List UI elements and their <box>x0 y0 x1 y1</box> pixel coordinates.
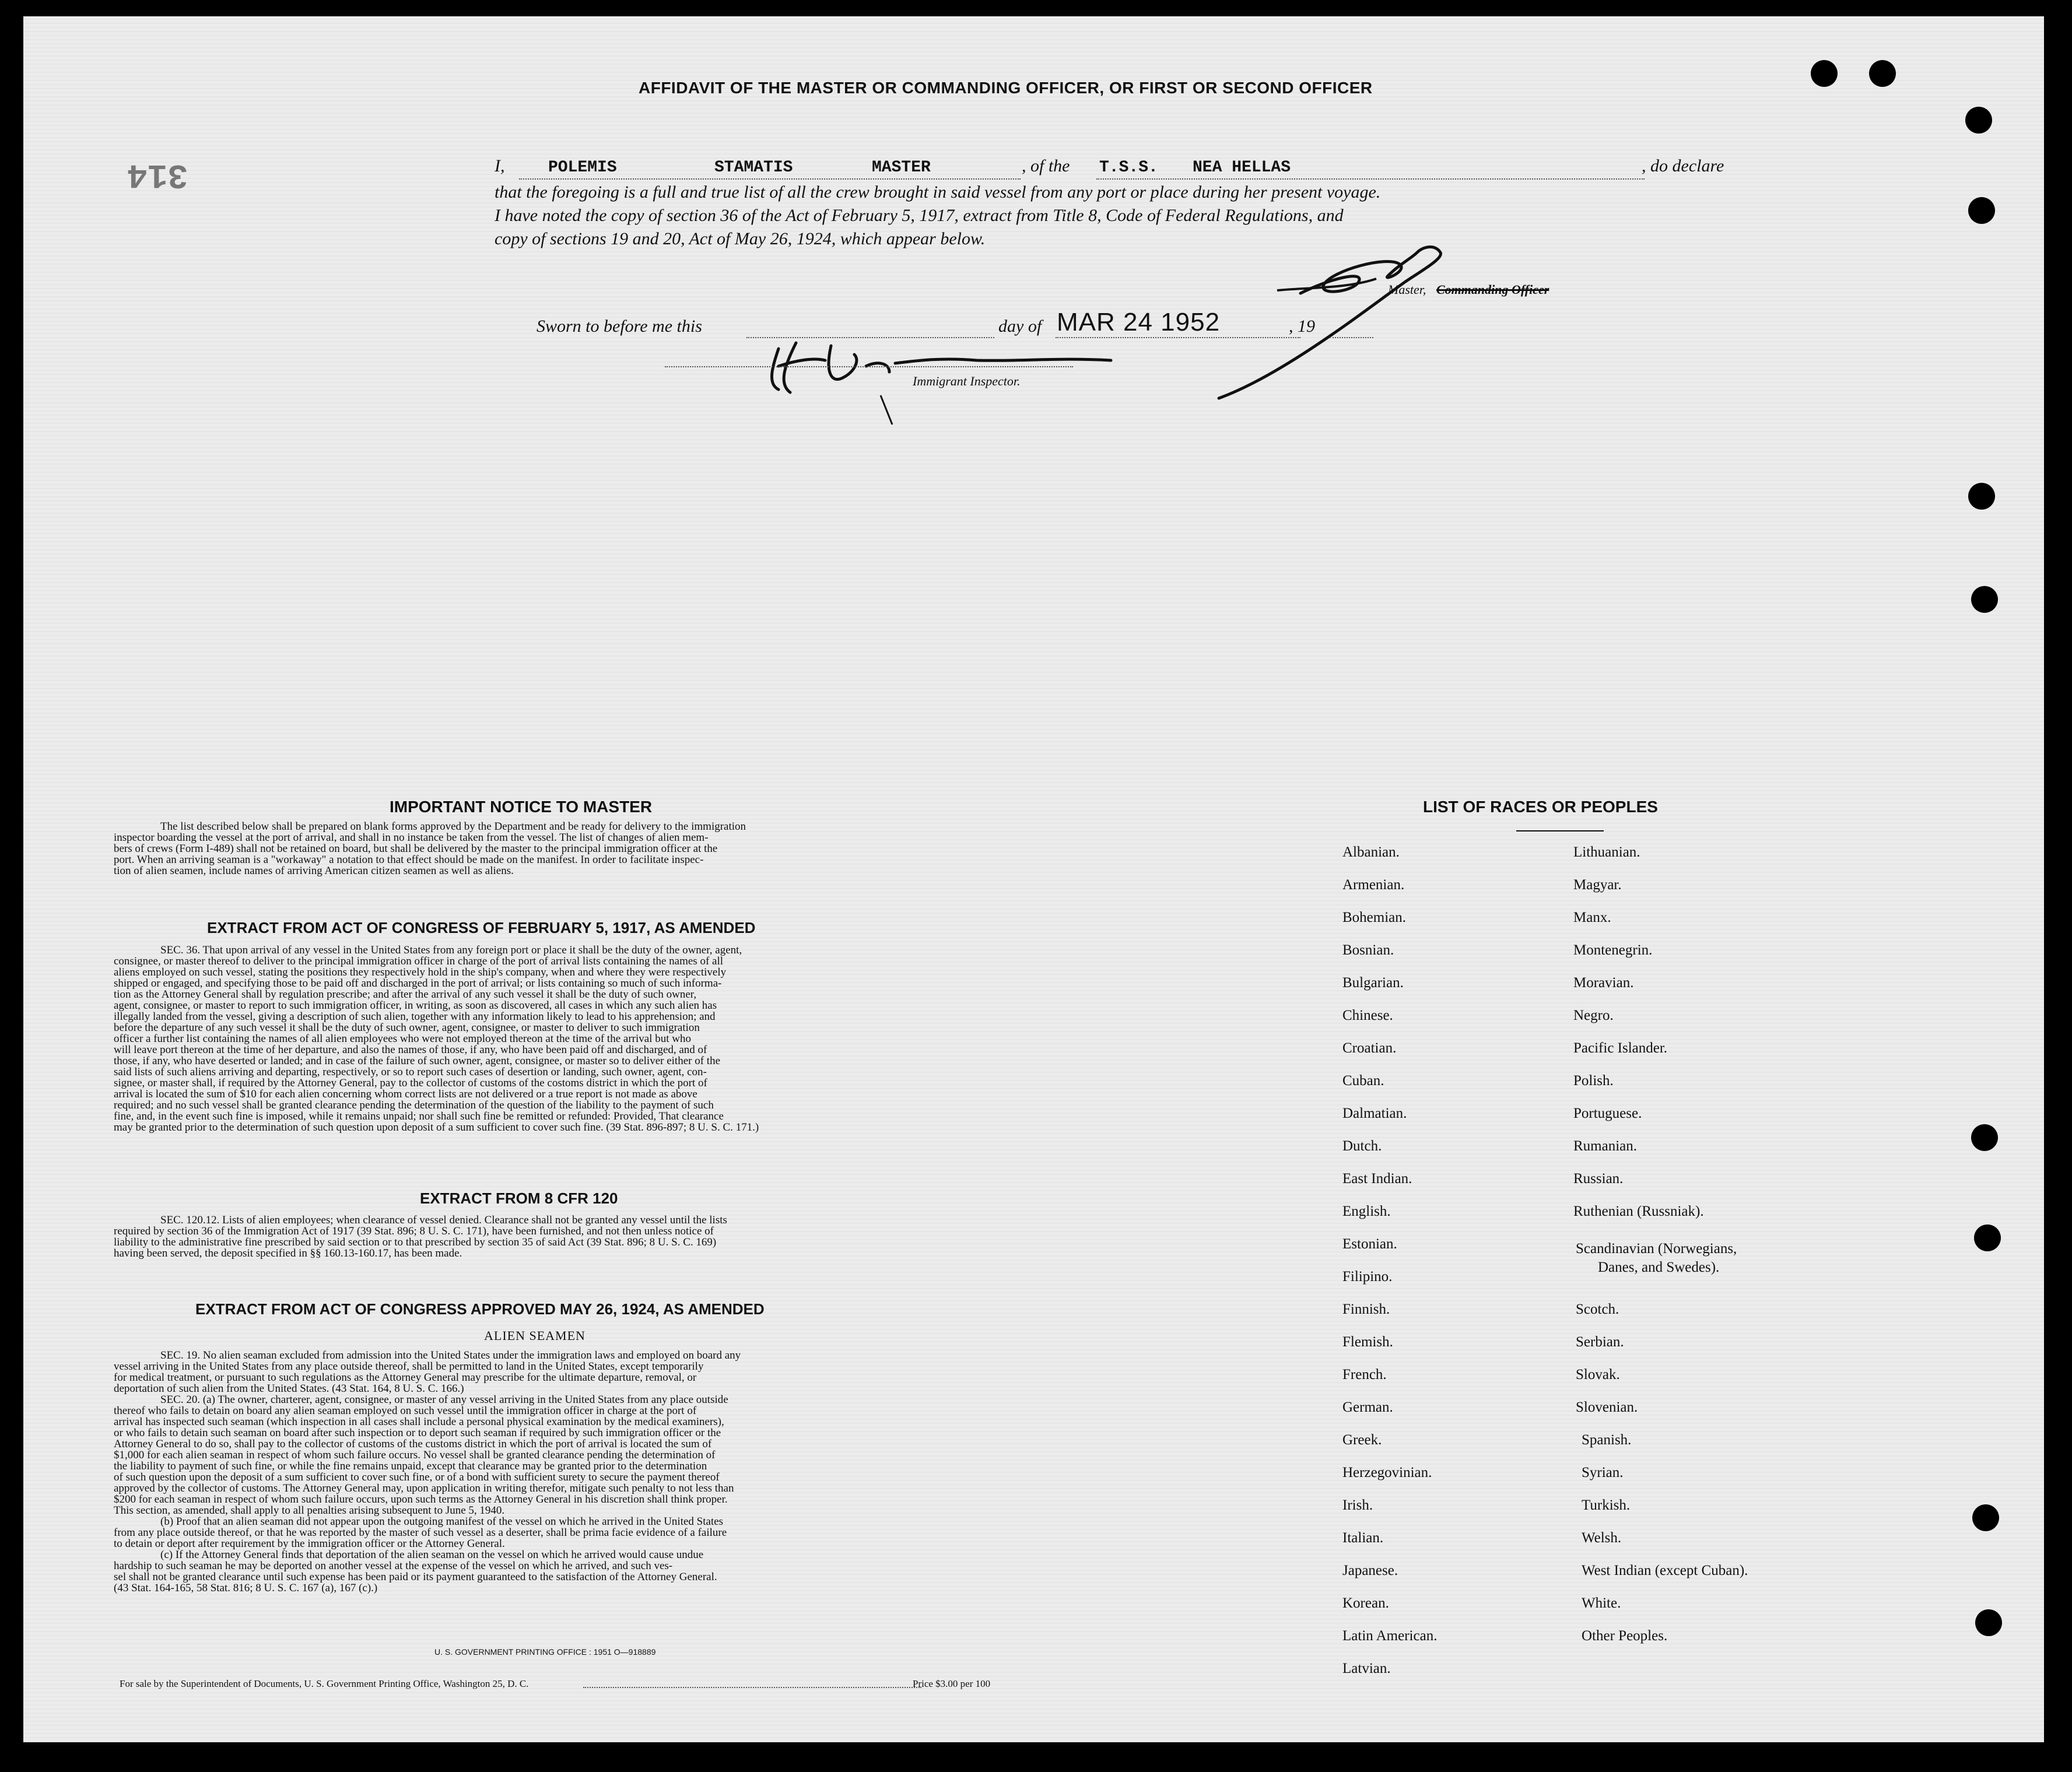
extract-1917-line: arrival is located the sum of $10 for each alien concerning whom correct lists are not delivered or a true report is not made as above <box>114 1088 697 1100</box>
notice-line: port. When an arriving seaman is a "workaway" a notation to that effect should be made on the manifest. In order to facilitate inspec- <box>114 854 704 866</box>
extract-cfr-line: liability to the administrative fine prescribed by said section or to that prescribed by section 35 of said Act (39 Stat. 896; 8 U. S. C. 169) <box>114 1236 717 1248</box>
extract-1917-line: before the departure of any such vessel it shall be the duty of such owner, agent, consignee, or master to deliver to such immigration <box>114 1022 700 1034</box>
extract-1924-line: SEC. 20. (a) The owner, charterer, agent, consignee, or master of any vessel arriving in the United States from any place outside <box>160 1394 728 1406</box>
race-right: Rumanian. <box>1573 1138 1638 1154</box>
race-right: Lithuanian. <box>1573 844 1640 860</box>
race-right: Serbian. <box>1576 1334 1624 1350</box>
extract-1917-line: agent, consignee, or master to report to such immigration officer, in writing, as soon as discovered, all cases in which any such alien has <box>114 999 717 1012</box>
extract-1924-line: (b) Proof that an alien seaman did not appear upon the outgoing manifest of the vessel on which he arrived in the United States <box>160 1515 724 1528</box>
date-stamp: MAR 24 1952 <box>1057 308 1221 336</box>
master-signature <box>1213 223 1516 404</box>
inspector-label: Immigrant Inspector. <box>913 374 1021 388</box>
extract-1917-line: tion as the Attorney General shall by regulation prescribe; and after the arrival of any such vessel it shall be the duty of such owner, <box>114 988 697 1001</box>
extract-1917-line: SEC. 36. That upon arrival of any vessel in the United States from any foreign port or place it shall be the duty of the owner, agent, <box>160 944 742 956</box>
master-label: Master, <box>1388 282 1426 297</box>
race-right: Manx. <box>1573 910 1611 925</box>
extract-1924-line: hardship to such seaman he may be deported on another vessel at the expense of the vessel on which he arrived, and such ves- <box>114 1560 673 1572</box>
master-second-name: STAMATIS <box>714 159 793 177</box>
race-left: Bulgarian. <box>1342 975 1404 991</box>
race-right: Danes, and Swedes). <box>1598 1259 1720 1275</box>
extract-1924-line: (c) If the Attorney General finds that deportation of the alien seaman on the vessel on which he arrived would cause undue <box>160 1549 704 1561</box>
race-left: Italian. <box>1342 1530 1384 1546</box>
race-right: Russian. <box>1573 1171 1624 1187</box>
affidavit-line3: I have noted the copy of section 36 of the Act of February 5, 1917, extract from Title 8, Code of Federal Regulations, and <box>495 206 1344 225</box>
extract-1917-line: aliens employed on such vessel, stating the positions they respectively hold in the ship's company, when and where they were respectively <box>114 966 727 978</box>
vessel-fill-line <box>1096 178 1645 180</box>
race-right: Ruthenian (Russniak). <box>1573 1203 1704 1219</box>
vessel-prefix: T.S.S. <box>1099 159 1158 177</box>
affidavit-line2: that the foregoing is a full and true list of all the crew brought in said vessel from any port or place during her present voyage. <box>495 183 1381 202</box>
day-of-label: day of <box>998 317 1042 336</box>
race-right: Other Peoples. <box>1582 1628 1668 1644</box>
race-left: Estonian. <box>1342 1236 1397 1252</box>
race-right: Pacific Islander. <box>1573 1040 1668 1056</box>
race-right: Syrian. <box>1582 1465 1624 1480</box>
extract-1917-line: those, if any, who have deserted or landed; and in case of the failure of such owner, agent, consignee, or master so to deliver either of the <box>114 1055 720 1067</box>
extract-1924-line: Attorney General to do so, shall pay to the collector of customs of the customs district in which the port of arrival is located the sum of <box>114 1438 712 1450</box>
race-left: Herzegovinian. <box>1342 1465 1432 1480</box>
extract-1924-subheading: ALIEN SEAMEN <box>484 1328 586 1343</box>
extract-1924-line: to detain or deport after requirement by the immigration officer or the Attorney General. <box>114 1538 505 1550</box>
extract-cfr-line: required by section 36 of the Immigration Act of 1917 (39 Stat. 896; 8 U. S. C. 171), have been furnished, and not then unless notice of <box>114 1225 714 1237</box>
race-right: Turkish. <box>1582 1497 1631 1513</box>
race-left: English. <box>1342 1203 1391 1219</box>
race-left: Flemish. <box>1342 1334 1393 1350</box>
race-right: Moravian. <box>1573 975 1634 991</box>
race-right: Portuguese. <box>1573 1106 1642 1121</box>
affidavit-line1-prefix: I, <box>495 156 505 176</box>
race-left: Irish. <box>1342 1497 1373 1513</box>
punch-hole <box>1971 586 1998 613</box>
extract-1924-heading: EXTRACT FROM ACT OF CONGRESS APPROVED MAY 26, 1924, AS AMENDED <box>195 1300 765 1318</box>
extract-1924-line: for medical treatment, or pursuant to such regulations as the Attorney General may prescribe for the ultimate departure, removal, or <box>114 1371 697 1384</box>
race-left: Filipino. <box>1342 1269 1393 1285</box>
race-left: Latvian. <box>1342 1661 1391 1676</box>
extract-1924-line: $1,000 for each alien seaman in respect of whom such failure occurs. No vessel shall be granted clearance pending the determination of <box>114 1449 716 1461</box>
race-right: Slovak. <box>1576 1367 1620 1382</box>
extract-1917-line: may be granted prior to the determination of such question upon deposit of a sum sufficient to cover such fine. (39 Stat. 896-897; 8 U. S. C. 171.) <box>114 1121 759 1134</box>
race-left: Armenian. <box>1342 877 1405 893</box>
extract-cfr-line: having been served, the deposit specified in §§ 160.13-160.17, has been made. <box>114 1247 462 1259</box>
extract-1917-line: illegally landed from the vessel, giving a description of such alien, together with any information likely to lead to his apprehension; and <box>114 1010 716 1023</box>
extract-1924-line: deportation of such alien from the United States. (43 Stat. 164, 8 U. S. C. 166.) <box>114 1382 464 1395</box>
punch-hole <box>1974 1224 2001 1251</box>
race-right: Negro. <box>1573 1008 1614 1023</box>
extract-1924-line: thereof who fails to detain on board any alien seaman employed on such vessel until the immigration officer in charge at the port of <box>114 1405 697 1417</box>
sworn-label: Sworn to before me this <box>537 317 702 336</box>
extract-1917-line: signee, or master shall, if required by the Attorney General, pay to the collector of customs of the costoms district in which the port of <box>114 1077 707 1089</box>
races-heading-rule <box>1516 830 1604 831</box>
race-left: German. <box>1342 1399 1393 1415</box>
race-right: Montenegrin. <box>1573 942 1653 958</box>
extract-1924-line: This section, as amended, shall apply to all penalties arising subsequent to June 5, 1940. <box>114 1504 505 1517</box>
inspector-fill-line <box>665 366 1073 367</box>
race-left: Bohemian. <box>1342 910 1407 925</box>
notice-text <box>114 821 1006 876</box>
extract-1924-line: the liability to payment of such fine, or while the fine remains unpaid, except that clearance may be granted prior to the determination <box>114 1460 707 1472</box>
extract-1924-line: $200 for each seaman in respect of whom such failure occurs, upon such terms as the Attorney General in his discretion shall think proper. <box>114 1493 728 1506</box>
punch-hole <box>1971 1124 1998 1151</box>
race-right: Spanish. <box>1582 1432 1632 1448</box>
race-left: Croatian. <box>1342 1040 1397 1056</box>
race-left: Dalmatian. <box>1342 1106 1407 1121</box>
notice-line: tion of alien seamen, include names of arriving American citizen seamen as well as aliens. <box>114 865 514 877</box>
race-right: Scandinavian (Norwegians, <box>1576 1241 1737 1257</box>
race-left: Albanian. <box>1342 844 1400 860</box>
of-the-label: , of the <box>1022 156 1070 176</box>
extract-1924-line: or who fails to detain such seaman on board after such inspection or to deport such seaman if required by such immigration officer or the <box>114 1427 721 1439</box>
document-page <box>23 16 2044 1742</box>
extract-1917-line: will leave port thereon at the time of her departure, and also the names of those, if any, who have been paid off and discharged, and of <box>114 1044 707 1056</box>
year-fill <box>1330 337 1373 338</box>
notice-line: inspector boarding the vessel at the port of arrival, and shall in no instance be taken from the vessel. The list of changes of alien mem- <box>114 831 709 844</box>
race-right: Magyar. <box>1573 877 1622 893</box>
punch-hole <box>1869 60 1896 87</box>
race-left: Japanese. <box>1342 1563 1398 1578</box>
extract-1917-line: required; and no such vessel shall be granted clearance pending the determination of the question of the liability to the payment of such <box>114 1099 714 1111</box>
race-left: Cuban. <box>1342 1073 1384 1089</box>
master-struck-title: Commanding Officer <box>1436 282 1549 297</box>
race-left: Bosnian. <box>1342 942 1394 958</box>
extract-1924-line: (43 Stat. 164-165, 58 Stat. 816; 8 U. S. C. 167 (a), 167 (c).) <box>114 1582 378 1594</box>
year-prefix: , 19 <box>1289 317 1315 336</box>
extract-1924-line: approved by the collector of customs. The Attorney General may, upon application in writing therefor, mitigate such penalty to not less than <box>114 1482 734 1494</box>
extract-1924-line: sel shall not be granted clearance until such expense has been paid or its payment guaranteed to the satisfaction of the Attorney General. <box>114 1571 717 1583</box>
race-right: West Indian (except Cuban). <box>1582 1563 1748 1578</box>
race-left: Greek. <box>1342 1432 1382 1448</box>
gpo-imprint: U. S. GOVERNMENT PRINTING OFFICE : 1951 O—918889 <box>434 1647 656 1657</box>
extract-1924-line: from any place outside thereof, or that he was reported by the master of such vessel as a deserter, shall be prima facie evidence of a failure <box>114 1527 727 1539</box>
extract-cfr-text <box>114 1215 1006 1259</box>
races-heading: LIST OF RACES OR PEOPLES <box>1423 798 1658 816</box>
vessel-name: NEA HELLAS <box>1193 159 1291 177</box>
extract-1917-line: fine, and, in the event such fine is imposed, while it remains unpaid; nor shall such fine be remitted or refunded: Provided, That clearance <box>114 1110 724 1122</box>
race-left: French. <box>1342 1367 1387 1382</box>
notice-line: The list described below shall be prepared on blank forms approved by the Department and be ready for delivery to the immigration <box>160 820 746 833</box>
race-right: Slovenian. <box>1576 1399 1638 1415</box>
race-left: Dutch. <box>1342 1138 1382 1154</box>
extract-1917-line: consignee, or master thereof to deliver to the principal immigration officer in charge of the port of arrival lists containing the names of all <box>114 955 724 967</box>
sale-notice: For sale by the Superintendent of Documents, U. S. Government Printing Office, Washington 25, D. C. <box>120 1678 529 1689</box>
extract-1917-heading: EXTRACT FROM ACT OF CONGRESS OF FEBRUARY 5, 1917, AS AMENDED <box>207 919 756 936</box>
race-right: Polish. <box>1573 1073 1614 1089</box>
punch-hole <box>1811 60 1838 87</box>
notice-line: bers of crews (Form I-489) shall not be retained on board, but shall be delivered by the master to the principal immigration officer at the <box>114 843 718 855</box>
price-notice: Price $3.00 per 100 <box>913 1678 991 1689</box>
extract-1924-line: of such question upon the deposit of a sum sufficient to cover such fine, or of a bond with sufficient surety to secure the payment thereof <box>114 1471 720 1483</box>
punch-hole <box>1965 107 1992 134</box>
race-right: Welsh. <box>1582 1530 1622 1546</box>
do-declare-label: , do declare <box>1642 156 1724 176</box>
punch-hole <box>1975 1609 2002 1636</box>
extract-1924-text <box>114 1350 1006 1594</box>
affidavit-line4: copy of sections 19 and 20, Act of May 26, 1924, which appear below. <box>495 229 986 248</box>
extract-1917-line: shipped or engaged, and specifying those to be paid off and discharged in the port of arrival; or lists containing so much of such informa- <box>114 977 722 989</box>
extract-1924-line: arrival has inspected such seaman (which inspection in all cases shall include a personal physical examination by the medical examiners), <box>114 1416 724 1428</box>
punch-hole <box>1968 197 1995 224</box>
race-right: Scotch. <box>1576 1301 1619 1317</box>
master-rank: MASTER <box>872 159 931 177</box>
extract-1917-text <box>114 945 1006 1133</box>
race-left: Finnish. <box>1342 1301 1390 1317</box>
sale-dot-leader <box>583 1687 921 1688</box>
notice-heading: IMPORTANT NOTICE TO MASTER <box>390 798 653 816</box>
extract-1924-line: vessel arriving in the United States from any place outside thereof, shall be permitted to land in the United States, except temporarily <box>114 1360 704 1373</box>
race-right: White. <box>1582 1595 1621 1611</box>
extract-cfr-line: SEC. 120.12. Lists of alien employees; when clearance of vessel denied. Clearance shall not be granted any vessel until the lists <box>160 1214 727 1226</box>
punch-hole <box>1972 1504 1999 1531</box>
race-left: Chinese. <box>1342 1008 1393 1023</box>
race-left: Latin American. <box>1342 1628 1438 1644</box>
extract-1917-line: said lists of such aliens arriving and departing, respectively, or so to report such cases of desertion or landing, such owner, agent, con- <box>114 1066 707 1078</box>
extract-1917-line: officer a further list containing the names of all alien employees who were not employed thereon at the time of the arrival but who <box>114 1033 691 1045</box>
punch-hole <box>1968 483 1995 510</box>
extract-1924-line: SEC. 19. No alien seaman excluded from admission into the United States under the immigration laws and employed on board any <box>160 1349 741 1362</box>
margin-number: 314 <box>127 155 188 193</box>
affidavit-title: AFFIDAVIT OF THE MASTER OR COMMANDING OFFICER, OR FIRST OR SECOND OFFICER <box>639 79 1373 97</box>
name-fill-line <box>519 178 1021 180</box>
extract-cfr-heading: EXTRACT FROM 8 CFR 120 <box>420 1189 618 1207</box>
race-left: East Indian. <box>1342 1171 1412 1187</box>
race-left: Korean. <box>1342 1595 1389 1611</box>
master-first-name: POLEMIS <box>548 159 617 177</box>
